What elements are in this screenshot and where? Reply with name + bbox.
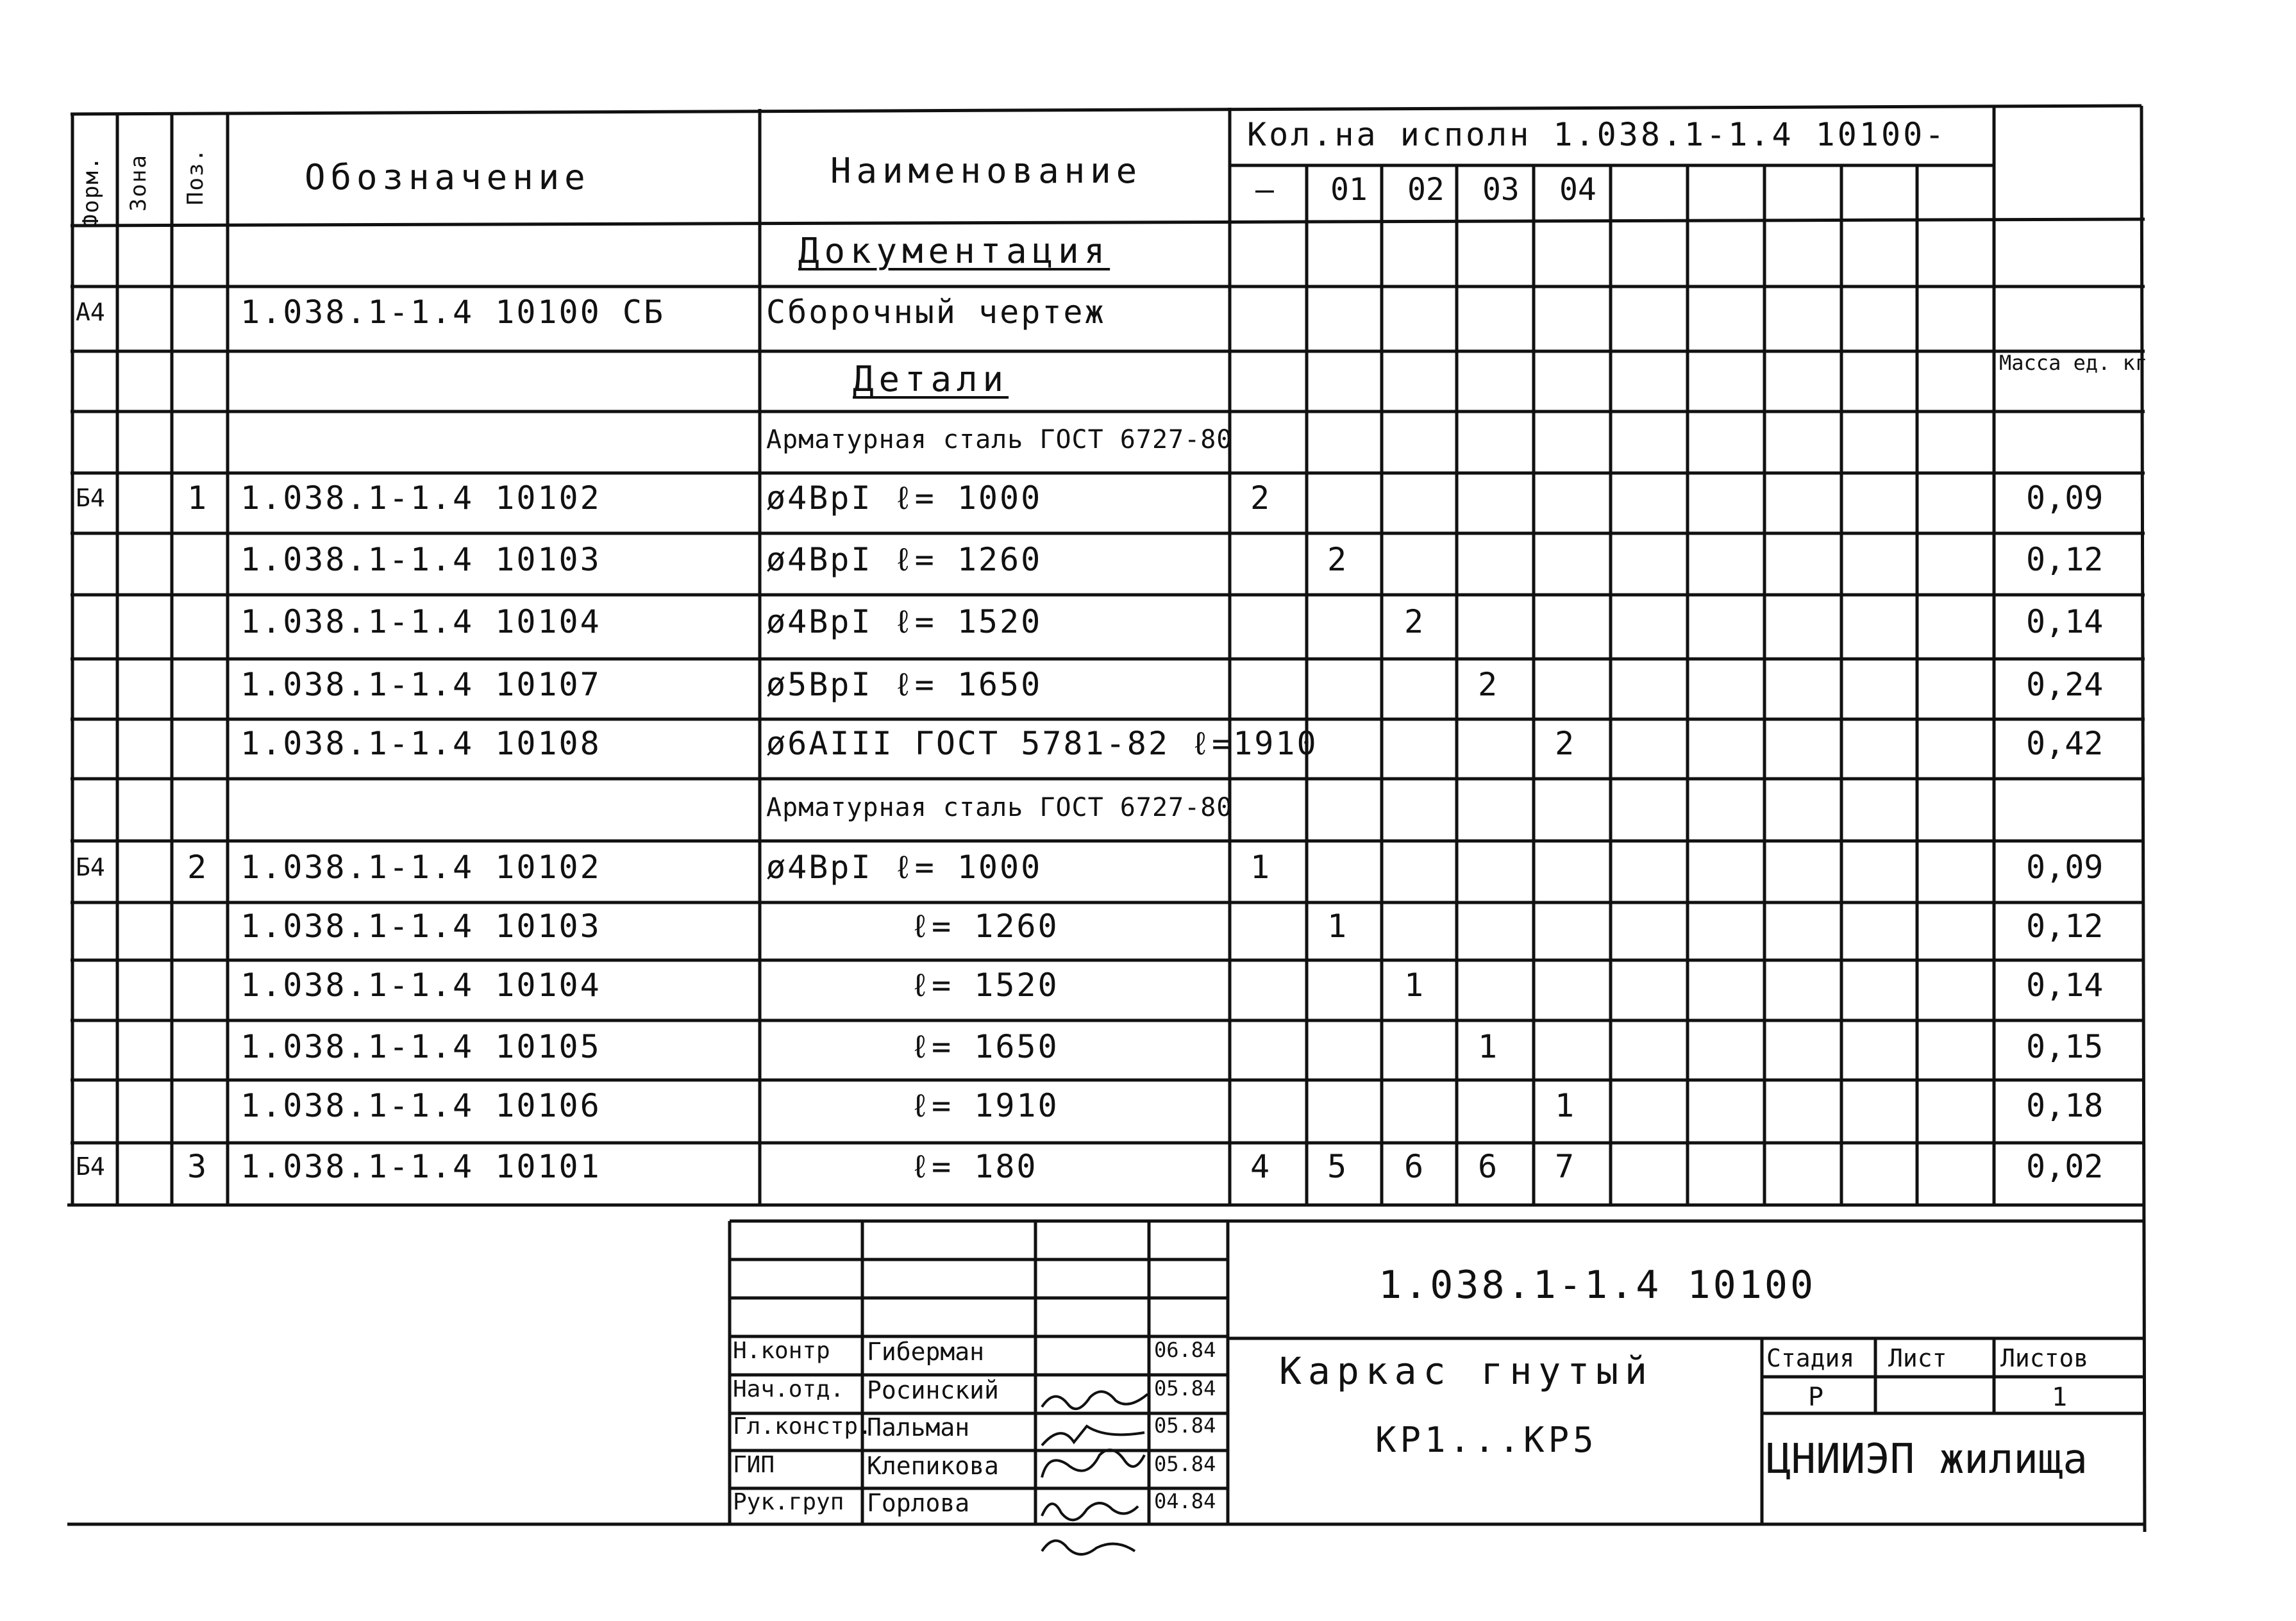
organization: ЦНИИЭП жилища — [1766, 1436, 2088, 1483]
signature-date: 05.84 — [1154, 1413, 1216, 1438]
row-name: ø4ВрI ℓ= 1000 — [766, 479, 1043, 517]
section-details: Детали — [853, 359, 1009, 399]
row-name: ℓ= 180 — [910, 1148, 1038, 1185]
row-mass: 0,42 — [2026, 725, 2104, 762]
row-designation: 1.038.1-1.4 10108 — [240, 725, 601, 762]
signature-role: ГИП — [733, 1452, 775, 1478]
signature-date: 06.84 — [1154, 1338, 1216, 1362]
row-mass: 0,12 — [2026, 908, 2104, 945]
row-designation: 1.038.1-1.4 10104 — [240, 967, 601, 1004]
signature-date: 05.84 — [1154, 1376, 1216, 1401]
row-qty-0: 1 — [1250, 849, 1270, 886]
row-qty-1: 2 — [1327, 541, 1347, 578]
signature-scribbles — [1042, 1392, 1148, 1554]
signature-gorlova — [1042, 1541, 1135, 1554]
signature-name: Гиберман — [867, 1338, 985, 1366]
row-mass: 0,14 — [2026, 967, 2104, 1004]
row-format: А4 — [76, 298, 105, 326]
row-designation: 1.038.1-1.4 10100 СБ — [240, 294, 666, 331]
row-designation: 1.038.1-1.4 10105 — [240, 1028, 601, 1065]
row-qty-4: 2 — [1555, 725, 1575, 762]
row-qty-0: 2 — [1250, 479, 1270, 517]
signature-role: Рук.груп — [733, 1489, 844, 1515]
row-name: ø5ВрI ℓ= 1650 — [766, 666, 1043, 703]
row-format: Б4 — [76, 853, 105, 881]
row-name: ø6АIII ГОСТ 5781-82 ℓ=1910 — [766, 725, 1318, 762]
signature-palman — [1042, 1450, 1144, 1477]
signature-name: Росинский — [867, 1376, 999, 1404]
section-documentation: Документация — [798, 231, 1110, 271]
row-mass: 0,15 — [2026, 1028, 2104, 1065]
row-designation: 1.038.1-1.4 10103 — [240, 908, 601, 945]
stage-label: Стадия — [1766, 1344, 1855, 1372]
row-name: ø4ВрI ℓ= 1520 — [766, 603, 1043, 640]
col-format-label: Форм. — [78, 155, 104, 228]
row-designation: 1.038.1-1.4 10107 — [240, 666, 601, 703]
signature-role: Н.контр — [733, 1338, 830, 1364]
signature-role: Нач.отд. — [733, 1376, 844, 1402]
sheets-label: Листов — [2000, 1344, 2089, 1372]
doc-number: 1.038.1-1.4 10100 — [1378, 1263, 1816, 1308]
signature-rosinsky — [1042, 1426, 1144, 1445]
row-name: ℓ= 1260 — [910, 908, 1059, 945]
variant-header-4: 04 — [1559, 172, 1596, 208]
row-name: Сборочный чертеж — [766, 294, 1106, 331]
stage-value: Р — [1808, 1383, 1824, 1412]
signature-name: Горлова — [867, 1489, 970, 1517]
col-mass-label: Масса ед. кг — [1999, 351, 2148, 375]
row-mass: 0,24 — [2026, 666, 2104, 703]
row-qty-2: 2 — [1404, 603, 1424, 640]
row-mass: 0,14 — [2026, 603, 2104, 640]
row-designation: 1.038.1-1.4 10101 — [240, 1148, 601, 1185]
row-qty-4: 7 — [1555, 1148, 1575, 1185]
sheets-value: 1 — [2052, 1383, 2068, 1412]
row-qty-1: 5 — [1327, 1148, 1347, 1185]
variant-header-1: 01 — [1330, 172, 1368, 208]
row-designation: 1.038.1-1.4 10102 — [240, 849, 601, 886]
row-mass: 0,09 — [2026, 849, 2104, 886]
col-zone-label: Зона — [126, 154, 151, 212]
row-qty-0: 4 — [1250, 1148, 1270, 1185]
signature-role: Гл.констр. — [733, 1413, 872, 1440]
row-mass: 0,12 — [2026, 541, 2104, 578]
row-designation: 1.038.1-1.4 10104 — [240, 603, 601, 640]
row-qty-4: 1 — [1555, 1087, 1575, 1124]
sheet-label: Лист — [1888, 1344, 1947, 1372]
col-pos-label: Поз. — [183, 147, 208, 205]
variant-header-2: 02 — [1407, 172, 1445, 208]
signature-date: 05.84 — [1154, 1452, 1216, 1476]
row-format: Б4 — [76, 1152, 105, 1181]
title-line2: КР1...КР5 — [1375, 1420, 1598, 1460]
row-qty-3: 6 — [1478, 1148, 1498, 1185]
row-mass: 0,09 — [2026, 479, 2104, 517]
col-qty-label: Кол.на исполн 1.038.1-1.4 10100- — [1247, 116, 1947, 153]
row-designation: 1.038.1-1.4 10103 — [240, 541, 601, 578]
row-pos: 3 — [187, 1148, 207, 1185]
col-designation-label: Обозначение — [305, 157, 591, 197]
row-qty-1: 1 — [1327, 908, 1347, 945]
signature-name: Пальман — [867, 1413, 970, 1442]
row-mass: 0,02 — [2026, 1148, 2104, 1185]
row-qty-2: 6 — [1404, 1148, 1424, 1185]
row-name: Арматурная сталь ГОСТ 6727-80 — [766, 793, 1233, 822]
row-pos: 1 — [187, 479, 207, 517]
signature-klepikova — [1042, 1503, 1138, 1520]
variant-header-0: – — [1255, 172, 1274, 208]
title-line1: Каркас гнутый — [1279, 1349, 1654, 1393]
row-designation: 1.038.1-1.4 10102 — [240, 479, 601, 517]
signature-name: Клепикова — [867, 1452, 999, 1480]
col-name-label: Наименование — [830, 151, 1143, 191]
row-qty-3: 1 — [1478, 1028, 1498, 1065]
row-name: ø4ВрI ℓ= 1000 — [766, 849, 1043, 886]
signature-giberman — [1042, 1392, 1148, 1409]
signature-date: 04.84 — [1154, 1489, 1216, 1513]
row-name: ø4ВрI ℓ= 1260 — [766, 541, 1043, 578]
row-designation: 1.038.1-1.4 10106 — [240, 1087, 601, 1124]
variant-header-3: 03 — [1482, 172, 1520, 208]
row-name: Арматурная сталь ГОСТ 6727-80 — [766, 425, 1233, 454]
row-name: ℓ= 1910 — [910, 1087, 1059, 1124]
row-mass: 0,18 — [2026, 1087, 2104, 1124]
row-qty-3: 2 — [1478, 666, 1498, 703]
row-name: ℓ= 1520 — [910, 967, 1059, 1004]
row-format: Б4 — [76, 484, 105, 512]
row-qty-2: 1 — [1404, 967, 1424, 1004]
row-name: ℓ= 1650 — [910, 1028, 1059, 1065]
row-pos: 2 — [187, 849, 207, 886]
